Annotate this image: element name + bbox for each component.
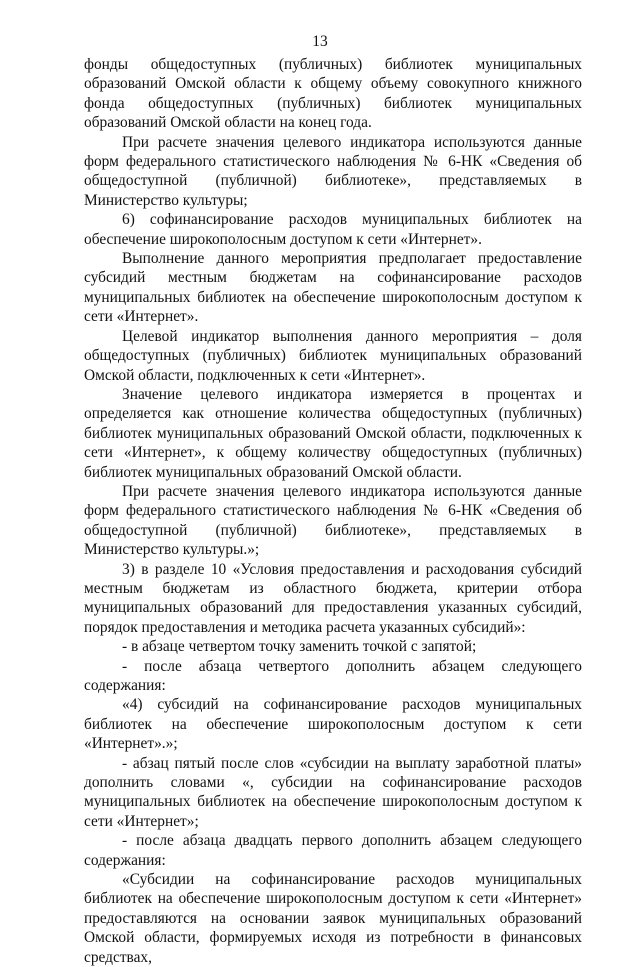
- paragraph-library-fund-share: фонды общедоступных (публичных) библиотек муниципальных образований Омской области к общему объему совокупного книжного фонда общедоступных (публичных) библиотек муниципальных образований Омской области на конец года.: [84, 56, 582, 132]
- paragraph-statistics-source-fund: При расчете значения целевого индикатора используются данные форм федерального статистического наблюдения № 6-НК «Сведения об общедоступной (публичной) библиотеке», представляемых в Министерство культуры;: [84, 133, 582, 209]
- paragraph-measure-description: Выполнение данного мероприятия предполагает предоставление субсидий местным бюджетам на софинансирование расходов муниципальных библиотек на обеспечение широкополосным доступом к сети «Интернет».: [84, 250, 582, 326]
- paragraph-add-after-fourth: - после абзаца четвертого дополнить абзацем следующего содержания:: [84, 657, 582, 694]
- paragraph-statistics-source-internet: При расчете значения целевого индикатора используются данные форм федерального статистического наблюдения № 6-НК «Сведения об общедоступной (публичной) библиотеке», представляемых в Министерство культуры.»;: [84, 482, 582, 559]
- paragraph-subsidy-grounds: «Субсидии на софинансирование расходов муниципальных библиотек на обеспечение широкополосным доступом к сети «Интернет» предоставляются на основании заявок муниципальных образований Омской области, формируемых исходя из потребности в финансовых средствах,: [84, 871, 582, 966]
- paragraph-new-item-4: «4) субсидий на софинансирование расходов муниципальных библиотек на обеспечение широкополосным доступом к сети «Интернет».»;: [84, 696, 582, 753]
- page-number: 13: [312, 33, 328, 50]
- paragraph-add-after-21st: - после абзаца двадцать первого дополнить абзацем следующего содержания:: [84, 832, 582, 869]
- paragraph-amend-fifth: - абзац пятый после слов «субсидии на выплату заработной платы» дополнить словами «, субсидии на софинансирование расходов муниципальных библиотек на обеспечение широкополосным доступом к сети «Интернет»;: [84, 754, 582, 830]
- document-body: [84, 55, 582, 967]
- paragraph-section-10: 3) в разделе 10 «Условия предоставления и расходования субсидий местным бюджетам из областного бюджета, критерии отбора муниципальных образований для предоставления указанных субсидий, порядок предоставления и методика расчета указанных субсидий»:: [84, 560, 582, 636]
- paragraph-indicator-calculation: Значение целевого индикатора измеряется в процентах и определяется как отношение количества общедоступных (публичных) библиотек муниципальных образований Омской области, подключенных к сети «Интернет», к общему количеству общедоступных (публичных) библиотек муниципальных образований Омской области.: [84, 385, 582, 481]
- paragraph-item-6-internet: 6) софинансирование расходов муниципальных библиотек на обеспечение широкополосным доступом к сети «Интернет».: [84, 211, 582, 248]
- paragraph-amend-fourth: - в абзаце четвертом точку заменить точкой с запятой;: [122, 638, 477, 656]
- paragraph-target-indicator: Целевой индикатор выполнения данного мероприятия – доля общедоступных (публичных) библиотек муниципальных образований Омской области, подключенных к сети «Интернет».: [84, 327, 582, 384]
